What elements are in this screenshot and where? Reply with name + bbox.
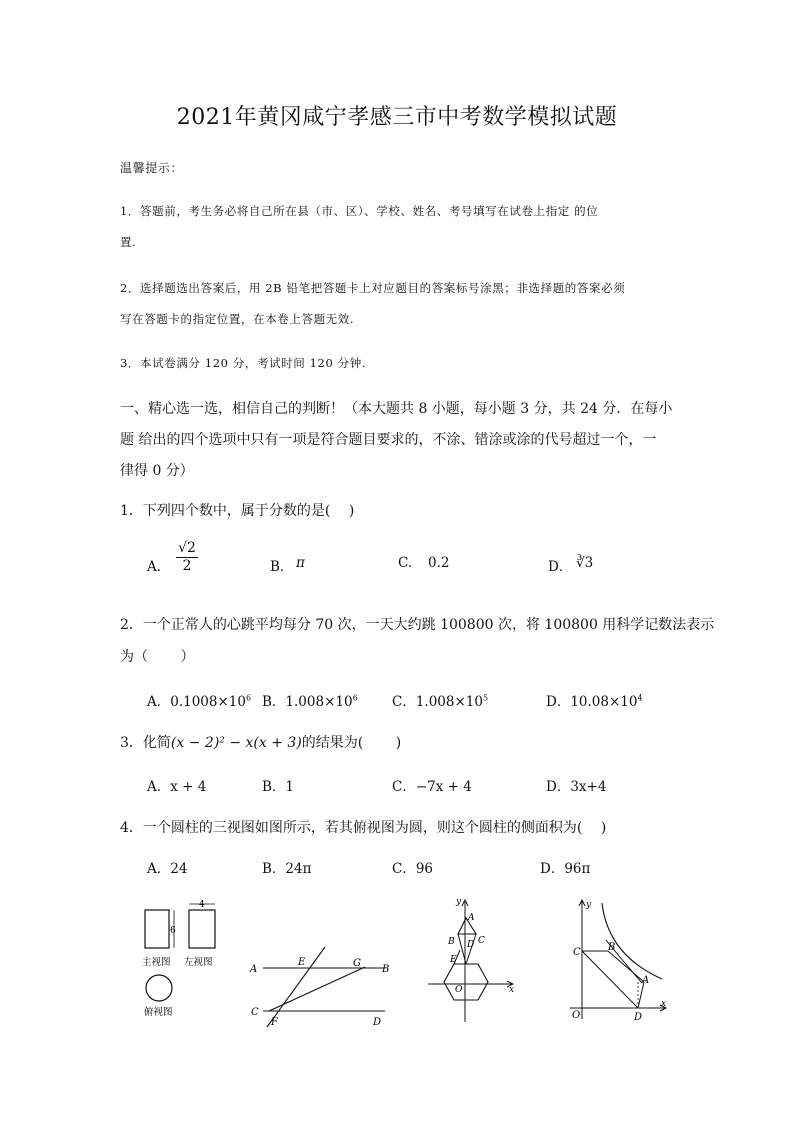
q1-option-c-value: 0.2 — [428, 555, 450, 571]
segment-cg — [269, 967, 365, 1011]
front-view-label: 主视图 — [142, 957, 171, 968]
q2-option-b — [262, 690, 358, 710]
q3-prefix: 3．化简 — [120, 735, 171, 751]
dim-height-label: 6 — [170, 926, 176, 936]
tips-heading: 温馨提示： — [120, 161, 184, 175]
q1-option-c-label: C. — [398, 555, 413, 571]
transversal-ef — [267, 947, 325, 1027]
axis-y-label: y — [456, 897, 462, 907]
segment-ba — [608, 951, 644, 982]
three-view-figure — [138, 895, 228, 1025]
q4-option-d: D．96π — [540, 861, 591, 877]
q2-option-b-exp: 6 — [352, 693, 358, 703]
q3-expression: (x − 2)² − x(x + 3) — [170, 735, 302, 751]
q1-option-a-label: A． — [147, 559, 171, 575]
tip-line-1: 1．答题前，考生务必将自己所在县（市、区）、学校、姓名、考号填写在试卷上指定 的位 — [120, 204, 599, 218]
q1-option-b-value: π — [296, 555, 305, 571]
section-line-3: 律得 0 分） — [120, 463, 194, 479]
parallel-lines-figure — [245, 945, 395, 1030]
q1-stem: 1．下列四个数中，属于分数的是( ) — [120, 503, 355, 519]
q2-option-a — [147, 690, 251, 710]
q2-stem-line-1: 2．一个正常人的心跳平均每分 70 次，一天大约跳 100800 次，将 100800 用科学记数法表示 — [120, 617, 715, 633]
point-d-label: D — [373, 1017, 382, 1028]
segment-cd — [582, 951, 638, 1008]
side-view-rect — [189, 910, 215, 948]
q2-option-c-exp: 5 — [482, 693, 489, 703]
q2-option-b-base: B．1.008×10 — [262, 694, 353, 710]
q3-suffix: 的结果为( ) — [301, 735, 402, 751]
q2-option-d-exp: 4 — [637, 693, 643, 703]
axis-x-label: x — [661, 999, 667, 1009]
point-a-label: A — [468, 913, 475, 923]
hexagon — [444, 964, 488, 1000]
q1-option-b-label: B． — [270, 559, 294, 575]
hexagon-axes-figure — [420, 892, 520, 1027]
tip-line-2: 置. — [120, 235, 137, 249]
section-line-1: 一、精心选一选，相信自己的判断！（本大题共 8 小题，每小题 3 分，共 24 分．在每小 — [120, 401, 673, 417]
point-c-label: C — [573, 947, 581, 958]
section-line-2: 题 给出的四个选项中只有一项是符合题目要求的，不涂、错涂或涂的代号超过一个，一 — [120, 432, 657, 448]
q1-option-d-value: ∛3 — [576, 555, 594, 571]
q2-option-c-base: C．1.008×10 — [392, 694, 483, 710]
axis-x-label: x — [509, 985, 515, 995]
q1-option-d-label: D． — [548, 559, 573, 575]
hyperbola-curve — [602, 903, 662, 979]
axis-y-label: y — [586, 900, 592, 910]
q1-option-a-numerator: √2 — [176, 540, 198, 558]
point-c-label: C — [478, 936, 485, 946]
q2-stem-line-2: 为（ ） — [120, 649, 195, 665]
point-a-label: A — [250, 964, 258, 975]
point-e-label: E — [298, 957, 306, 968]
q3-stem — [120, 732, 401, 752]
tip-line-5: 3．本试卷满分 120 分，考试时间 120 分钟. — [120, 356, 367, 370]
tip-line-3: 2．选择题选出答案后，用 2B 铅笔把答题卡上对应题目的答案标号涂黑；非选择题的答案必须 — [120, 281, 626, 295]
point-a-label: A — [642, 975, 650, 986]
point-b-label: B — [382, 964, 390, 975]
q3-option-d: D．3x+4 — [546, 779, 607, 795]
point-c-label: C — [251, 1007, 259, 1018]
hyperbola-figure — [562, 895, 674, 1025]
q2-option-d — [546, 690, 643, 710]
q1-option-a-denominator: 2 — [182, 558, 192, 574]
dim-width-label: 4 — [199, 900, 205, 910]
top-view-label: 俯视图 — [144, 1007, 173, 1018]
q4-option-b: B．24π — [262, 861, 312, 877]
point-b-label: B — [608, 942, 616, 953]
origin-label: O — [572, 1010, 581, 1021]
tip-line-4: 写在答题卡的指定位置，在本卷上答题无效. — [120, 312, 355, 326]
q2-option-d-base: D．10.08×10 — [546, 694, 638, 710]
q4-stem: 4．一个圆柱的三视图如图所示，若其俯视图为圆，则这个圆柱的侧面积为( ) — [120, 820, 607, 836]
page-title: 2021年黄冈咸宁孝感三市中考数学模拟试题 — [176, 105, 618, 130]
q3-option-a: A．x + 4 — [147, 779, 207, 795]
q1-option-a-fraction — [176, 540, 198, 574]
q4-option-a: A．24 — [147, 861, 188, 877]
q4-option-c: C．96 — [392, 861, 434, 877]
point-e-label: E — [450, 955, 457, 965]
q2-option-c — [392, 690, 488, 710]
origin-label: O — [455, 985, 463, 995]
q3-option-b: B．1 — [262, 779, 295, 795]
top-view-circle — [146, 975, 172, 1001]
side-view-label: 左视图 — [184, 957, 213, 968]
q3-option-c: C．−7x + 4 — [392, 779, 472, 795]
point-f-label: F — [271, 1017, 278, 1028]
point-b-label: B — [448, 937, 455, 947]
point-d-label: D — [634, 1012, 643, 1023]
front-view-rect — [145, 910, 169, 948]
point-g-label: G — [353, 958, 361, 969]
q2-option-a-exp: 6 — [245, 693, 252, 703]
point-d-label: D — [467, 940, 475, 950]
q2-option-a-base: A．0.1008×10 — [147, 694, 246, 710]
